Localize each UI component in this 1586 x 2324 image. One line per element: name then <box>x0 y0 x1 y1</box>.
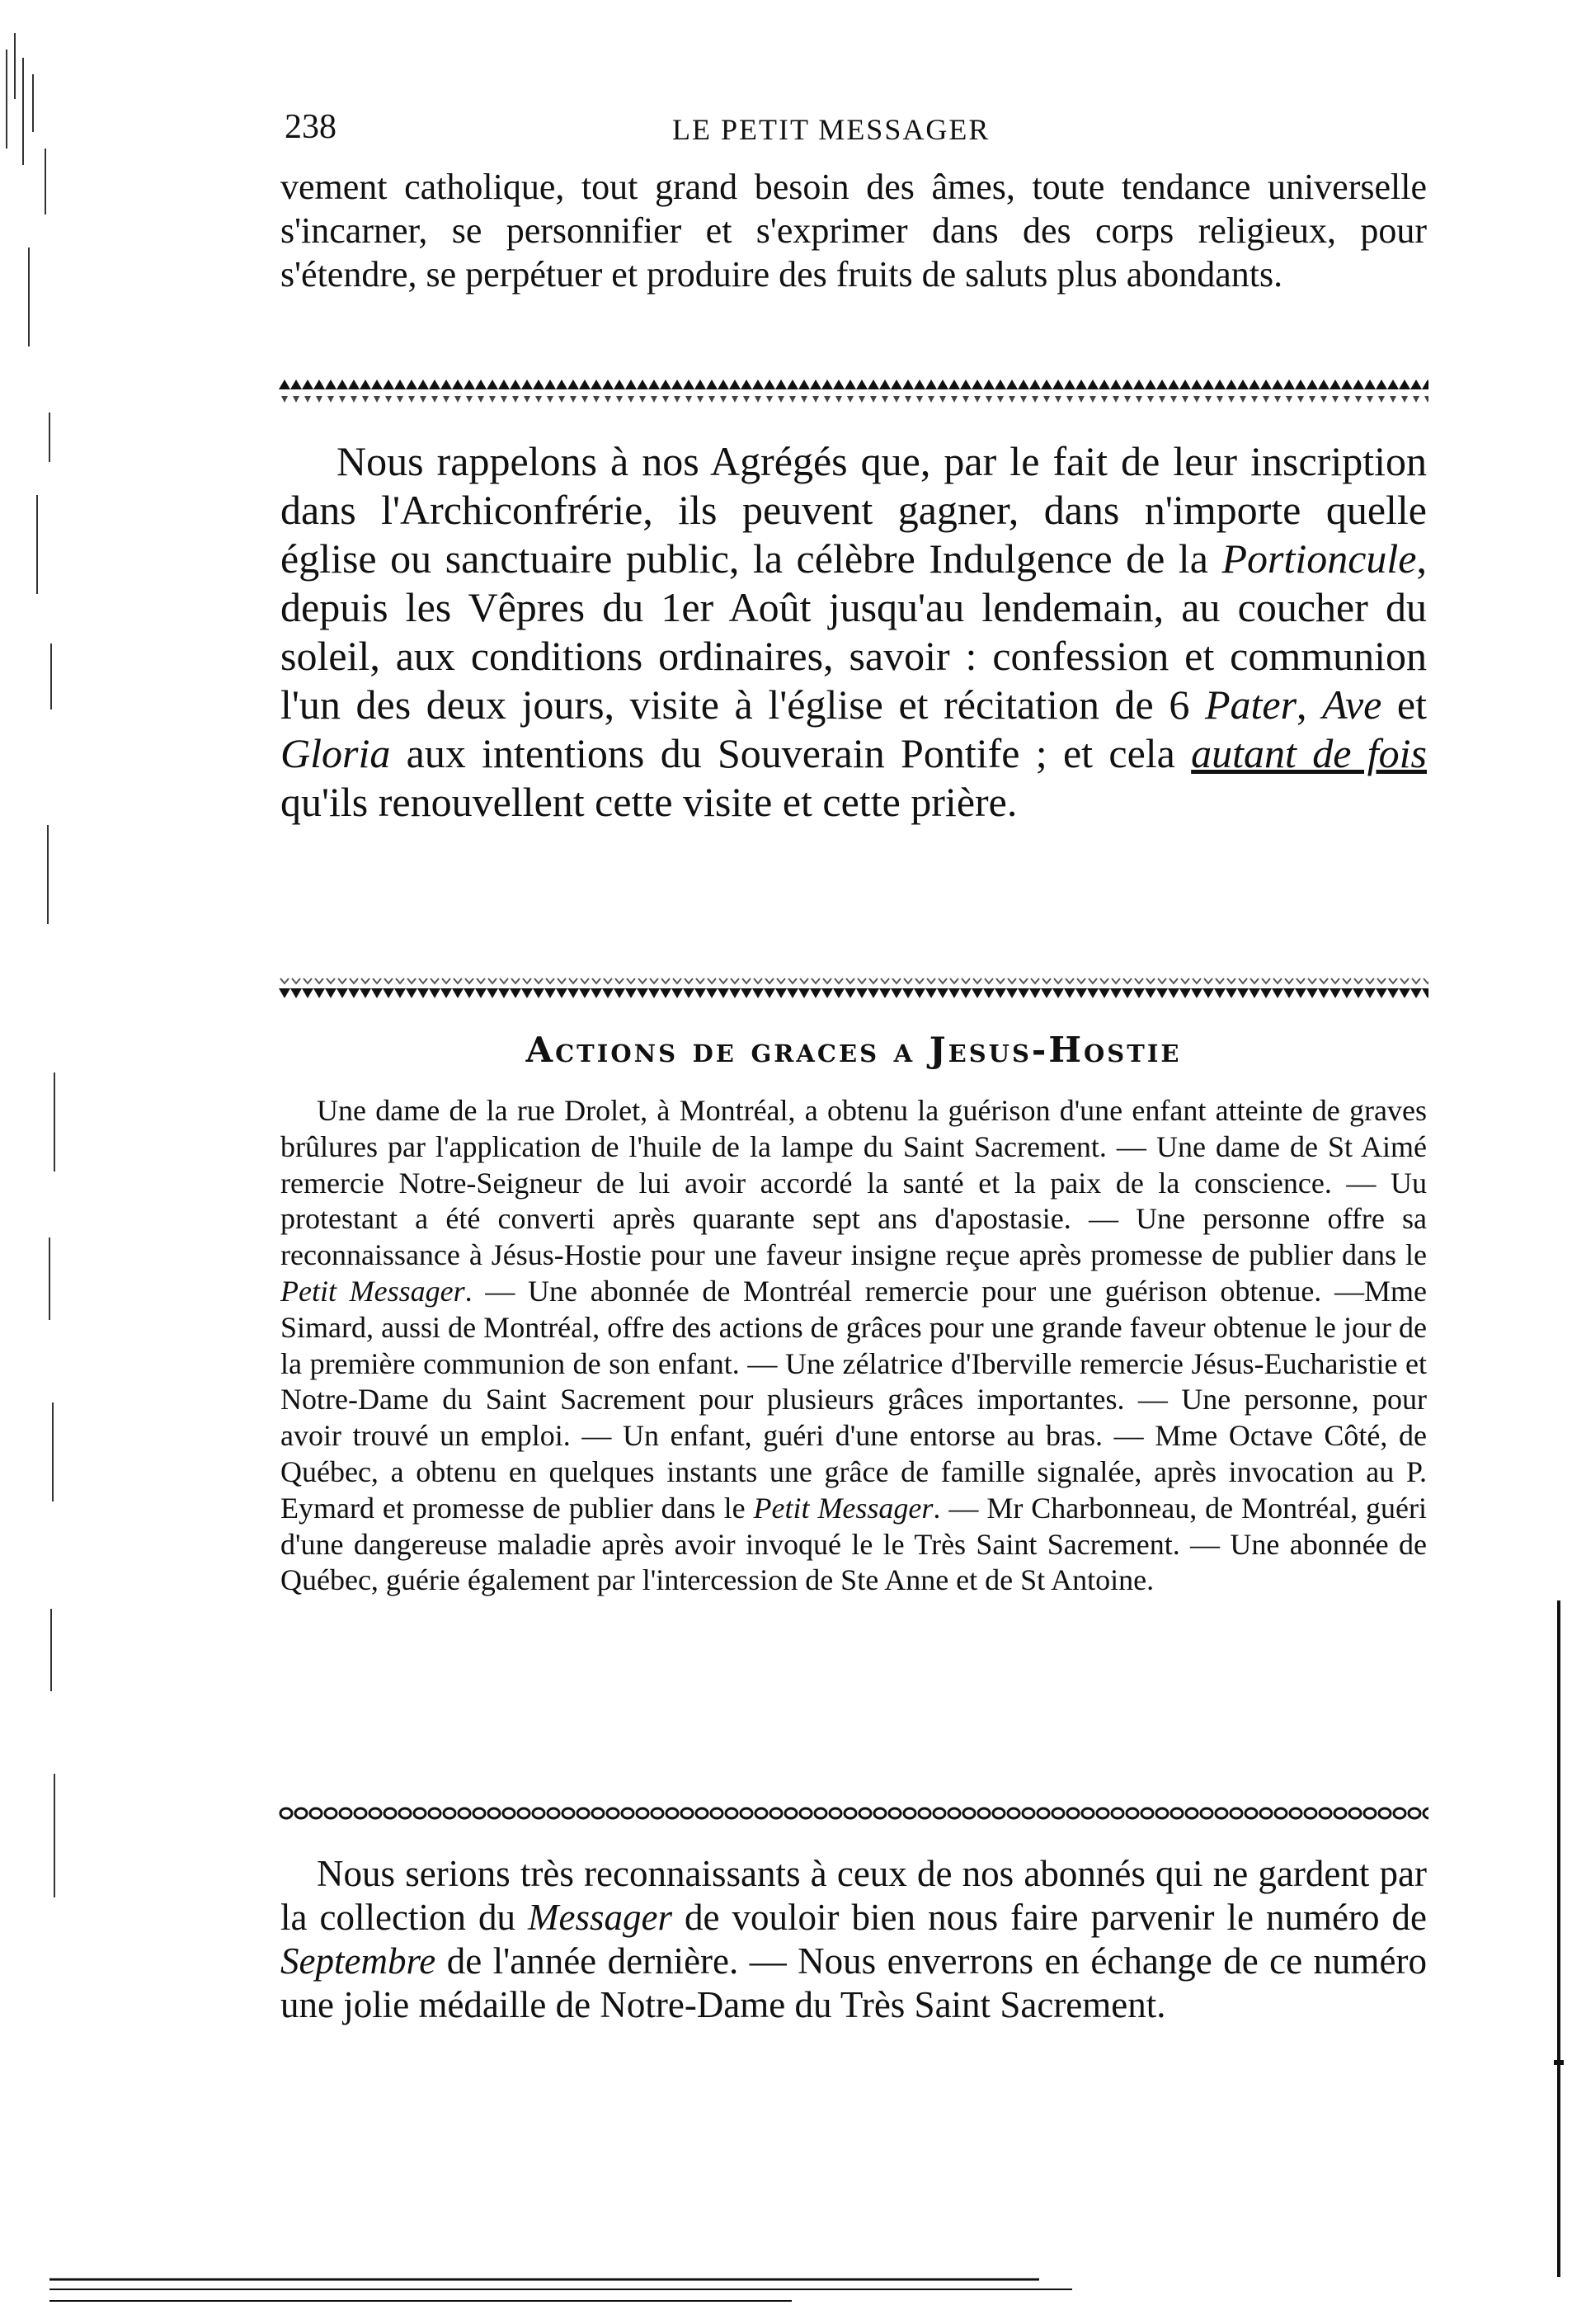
section-heading: Actions de graces a Jesus-Hostie <box>525 1030 1182 1070</box>
page-header <box>285 107 1439 157</box>
italic-pater: Pater <box>1204 681 1297 728</box>
text-run: . — Mr Charbonneau, de Montréal, guéri d'une dangereuse maladie après avoir invoqué le le Très Saint Sacrement. — Une abonnée de Québec, guérie également par l'intercession de Ste Anne et de St Antoine. <box>280 1491 1427 1597</box>
italic-petit-messager: Petit Messager <box>753 1491 934 1525</box>
italic-messager: Messager <box>528 1897 672 1938</box>
text-run: . — Une abonnée de Montréal remercie pour une guérison obtenue. —Mme Simard, aussi de Montréal, offre des actions de grâces pour une grande faveur obtenue le jour de la première communion de son enfant. — Une zélatrice d'Iberville remercie Jésus-Eucharistie et Notre-Dame du Saint Sacrement pour plusieurs grâces importantes. — Une personne, pour avoir trouvé un emploi. — Un enfant, guéri d'une entorse au bras. — Mme Octave Côté, de Québec, a obtenu en quelques instants une grâce de famille signalée, après invocation au P. Eymard et promesse de publier dans le <box>280 1274 1428 1525</box>
right-edge-rule <box>1554 1600 1564 2277</box>
text-run: Nous serions très reconnaissants à ceux de nos abonnés qui ne gardent par la collection du <box>280 1853 1427 1938</box>
ornamental-divider <box>279 972 1428 1002</box>
text-run: aux intentions du Souverain Pontife ; et cela <box>390 730 1192 776</box>
italic-ave: Ave <box>1322 681 1382 728</box>
page-number: 238 <box>285 108 336 146</box>
text-run: qu'ils renouvellent cette visite et cette prière. <box>280 779 1018 825</box>
text-run: Nous rappelons à nos Agrégés que, par le fait de leur inscription dans l'Archiconfrérie, ils peuvent gagner, dans n'importe quelle église ou sanctuaire public, la célèbre Indulgence de la <box>280 438 1427 582</box>
paragraph-thanksgivings <box>280 1093 1427 1599</box>
running-title: LE PETIT MESSAGER <box>672 113 991 146</box>
text-run: , depuis les Vêpres du 1er Août jusqu'au lendemain, au coucher du soleil, aux conditions ordinaires, savoir : confession et communion l'un des deux jours, visite à l'église et récitation de 6 <box>280 535 1427 728</box>
paragraph-continuation <box>280 165 1427 296</box>
ornamental-divider <box>279 1798 1428 1828</box>
text-run: , <box>1297 681 1323 728</box>
text-run: de vouloir bien nous faire parvenir le numéro de <box>671 1897 1428 1938</box>
paragraph-indulgence <box>280 437 1427 827</box>
italic-autant-de-fois: autant de fois <box>1191 730 1427 776</box>
text-run: de l'année dernière. — Nous enverrons en échange de ce numéro une jolie médaille de Notre-Dame du Très Saint Sacrement. <box>280 1940 1427 2025</box>
text-run: et <box>1381 681 1428 728</box>
italic-septembre: Septembre <box>280 1940 436 1982</box>
paragraph-text: vement catholique, tout grand besoin des âmes, toute tendance universelle s'incarner, se personnifier et s'exprimer dans des corps religieux, pour s'étendre, se perpétuer et produire des fruits de saluts plus abondants. <box>280 167 1427 295</box>
italic-petit-messager: Petit Messager <box>280 1274 465 1308</box>
ornamental-divider <box>279 378 1428 408</box>
text-run: Une dame de la rue Drolet, à Montréal, a obtenu la guérison d'une enfant atteinte de graves brûlures par l'application de l'huile de la lampe du Saint Sacrement. — Une dame de St Aimé remercie Notre-Seigneur de lui avoir accordé la santé et la paix de la conscience. — Uu protestant a été converti après quarante sept ans d'apostasie. — Une personne offre sa reconnaissance à Jésus-Hostie pour une faveur insigne reçue après promesse de publier dans le <box>280 1094 1427 1272</box>
binding-margin-marks <box>0 0 91 2324</box>
italic-gloria: Gloria <box>280 730 391 776</box>
bottom-edge-rule <box>49 2265 1072 2314</box>
paragraph-request <box>280 1852 1427 2027</box>
italic-portioncule: Portioncule <box>1221 535 1417 582</box>
